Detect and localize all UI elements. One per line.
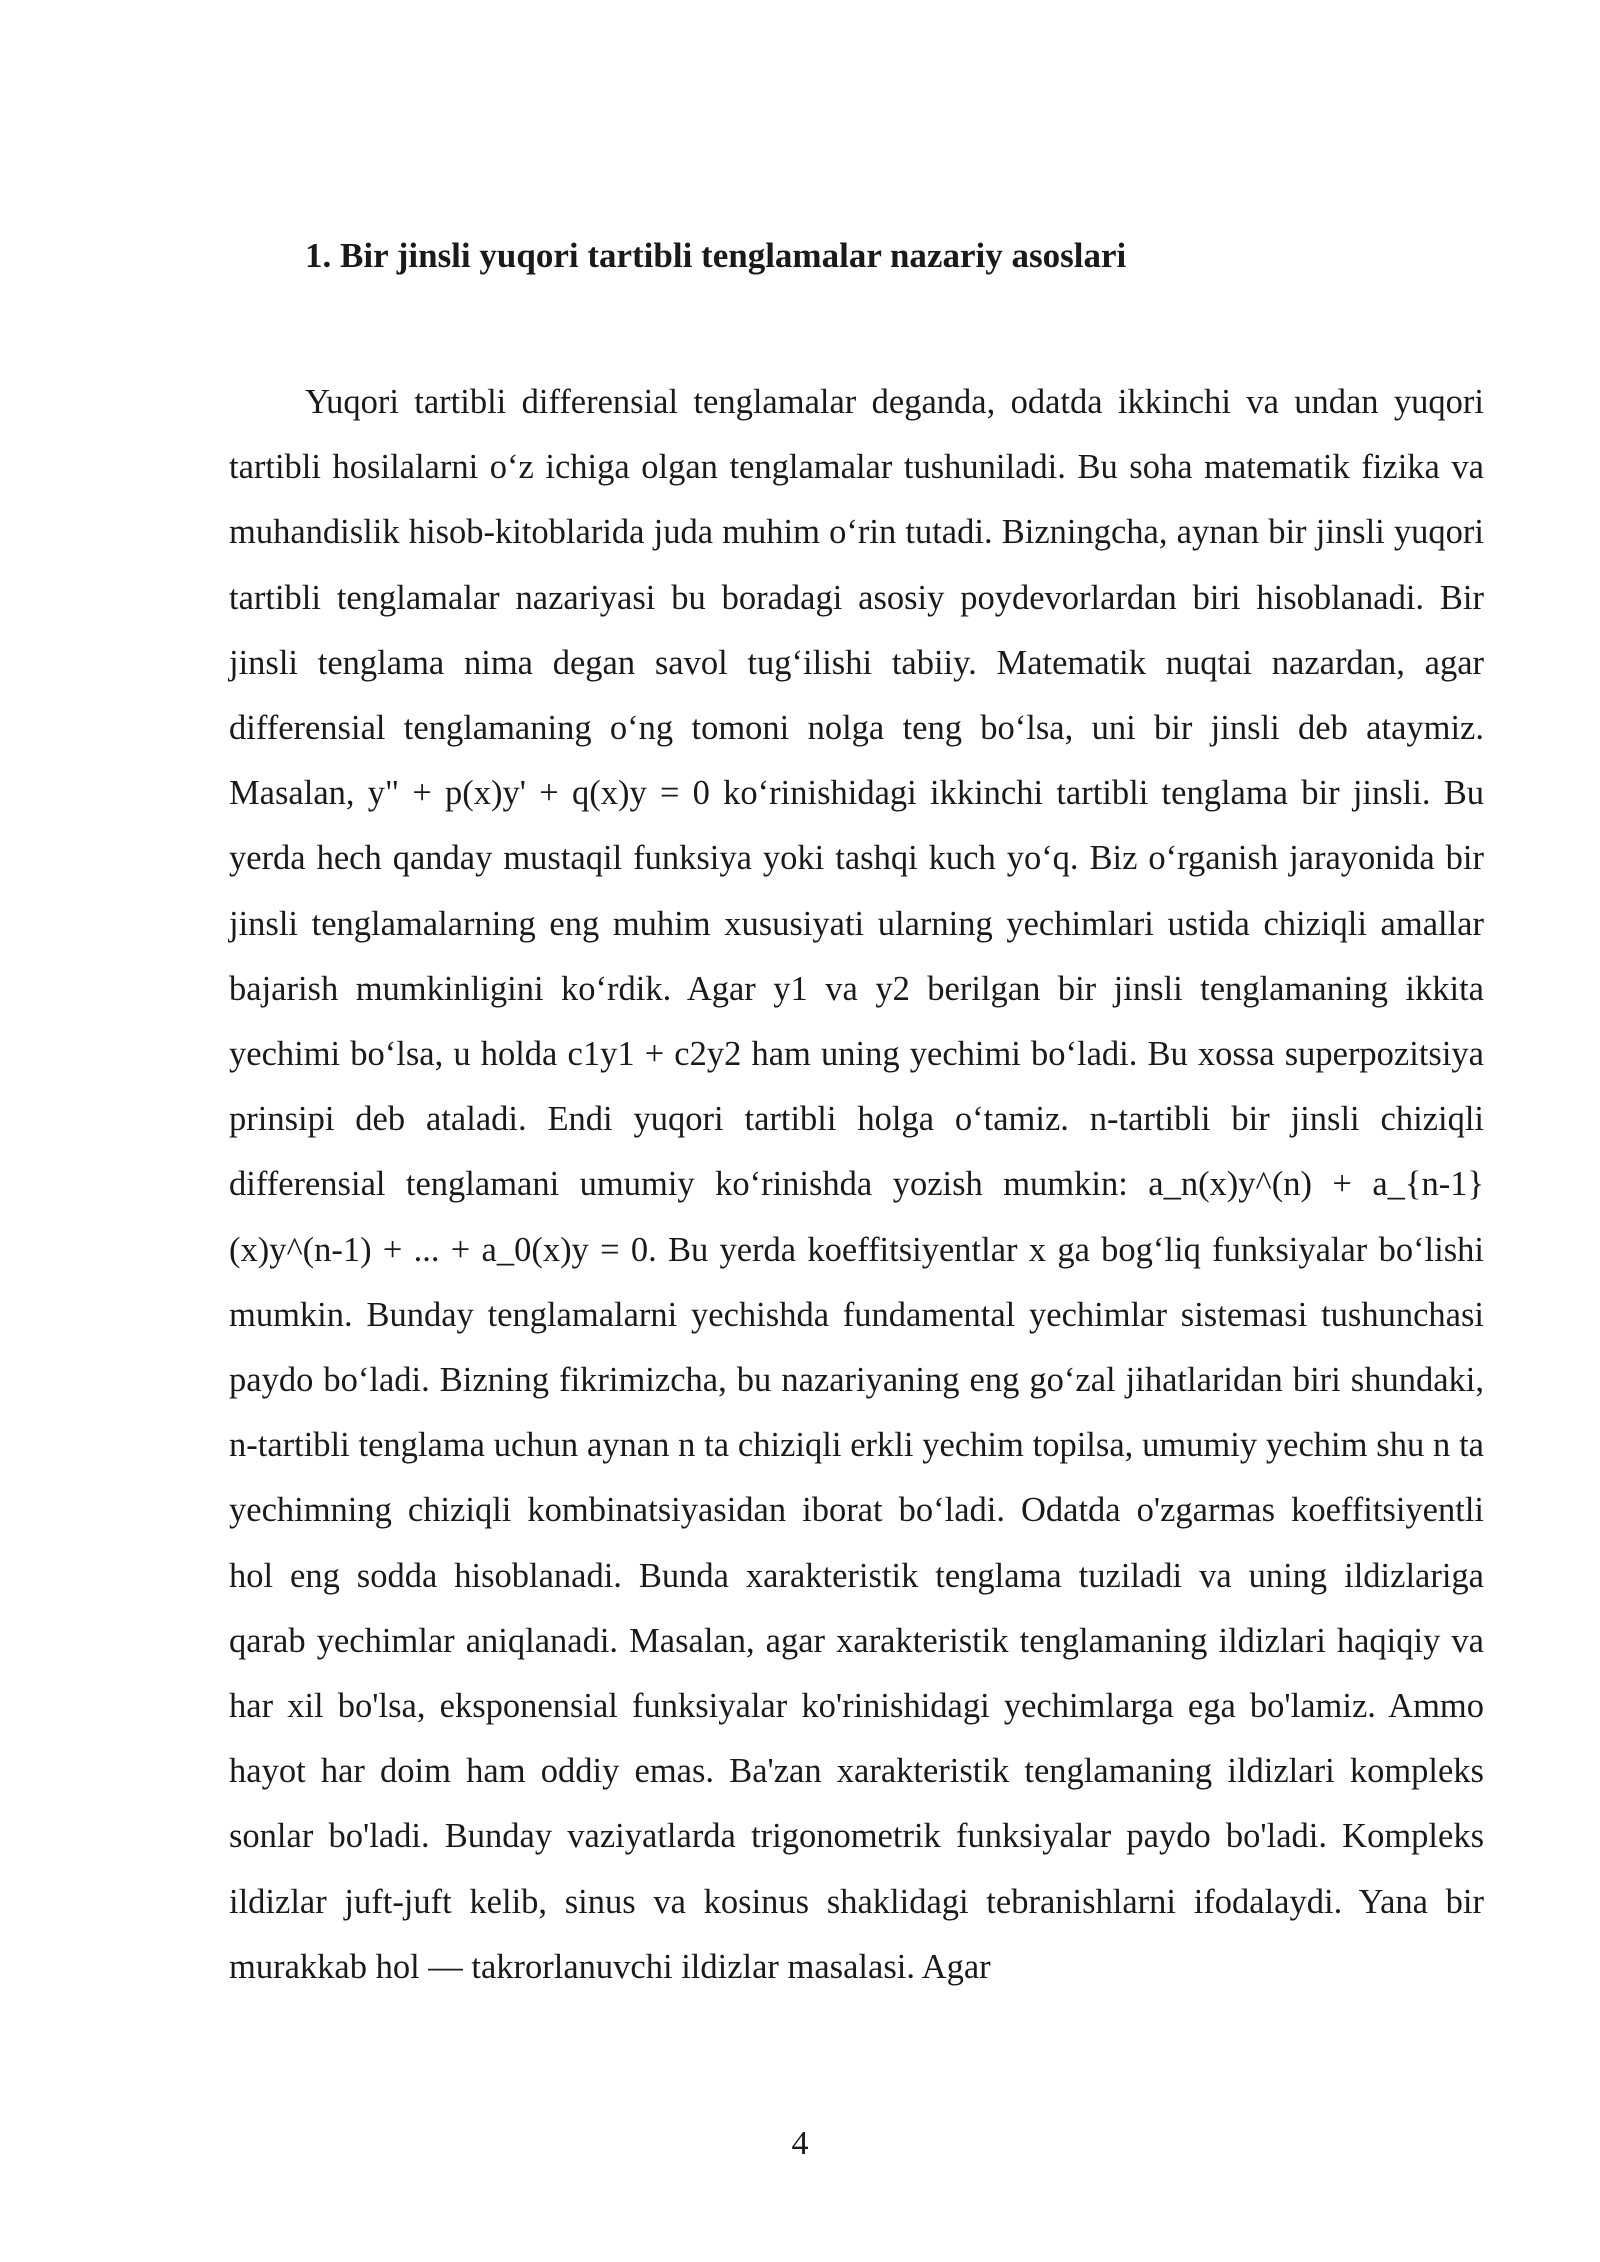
section-heading: 1. Bir jinsli yuqori tartibli tenglamalar nazariy asoslari [305,236,1127,275]
page-number: 4 [791,2125,809,2162]
body-paragraph: Yuqori tartibli differensial tenglamalar deganda, odatda ikkinchi va undan yuqori tartibli hosilalarni o‘z ichiga olgan tenglamalar tushuniladi. Bu soha matematik fizika va muhandislik hisob-kitoblarida juda muhim o‘rin tutadi. Bizningcha, aynan bir jinsli yuqori tartibli tenglamalar nazariyasi bu boradagi asosiy poydevorlardan biri hisoblanadi. Bir jinsli tenglama nima degan savol tug‘ilishi tabiiy. Matematik nuqtai nazardan, agar differensial tenglamaning o‘ng tomoni nolga teng bo‘lsa, uni bir jinsli deb ataymiz. Masalan, y" + p(x)y' + q(x)y = 0 ko‘rinishidagi ikkinchi tartibli tenglama bir jinsli. Bu yerda hech qanday mustaqil funksiya yoki tashqi kuch yo‘q. Biz o‘rganish jarayonida bir jinsli tenglamalarning eng muhim xususiyati ularning yechimlari ustida chiziqli amallar bajarish mumkinligini ko‘rdik. Agar y1 va y2 berilgan bir jinsli tenglamaning ikkita yechimi bo‘lsa, u holda c1y1 + c2y2 ham uning yechimi bo‘ladi. Bu xossa superpozitsiya prinsipi deb ataladi. Endi yuqori tartibli holga o‘tamiz. n-tartibli bir jinsli chiziqli differensial tenglamani umumiy ko‘rinishda yozish mumkin: a_n(x)y^(n) + a_{n-1}(x)y^(n-1) + ... + a_0(x)y = 0. Bu yerda koeffitsiyentlar x ga bog‘liq funksiyalar bo‘lishi mumkin. Bunday tenglamalarni yechishda fundamental yechimlar sistemasi tushunchasi paydo bo‘ladi. Bizning fikrimizcha, bu nazariyaning eng go‘zal jihatlaridan biri shundaki, n-tartibli tenglama uchun aynan n ta chiziqli erkli yechim topilsa, umumiy yechim shu n ta yechimning chiziqli kombinatsiyasidan iborat bo‘ladi. Odatda o'zgarmas koeffitsiyentli hol eng sodda hisoblanadi. Bunda xarakteristik tenglama tuziladi va uning ildizlariga qarab yechimlar aniqlanadi. Masalan, agar xarakteristik tenglamaning ildizlari haqiqiy va har xil bo'lsa, eksponensial funksiyalar ko'rinishidagi yechimlarga ega bo'lamiz. Ammo hayot har doim ham oddiy emas. Ba'zan xarakteristik tenglamaning ildizlari kompleks sonlar bo'ladi. Bunday vaziyatlarda trigonometrik funksiyalar paydo bo'ladi. Kompleks ildizlar juft-juft kelib, sinus va kosinus shaklidagi tebranishlarni ifodalaydi. Yana bir murakkab hol — takrorlanuvchi ildizlar masalasi. Agar [229,383,1484,1986]
